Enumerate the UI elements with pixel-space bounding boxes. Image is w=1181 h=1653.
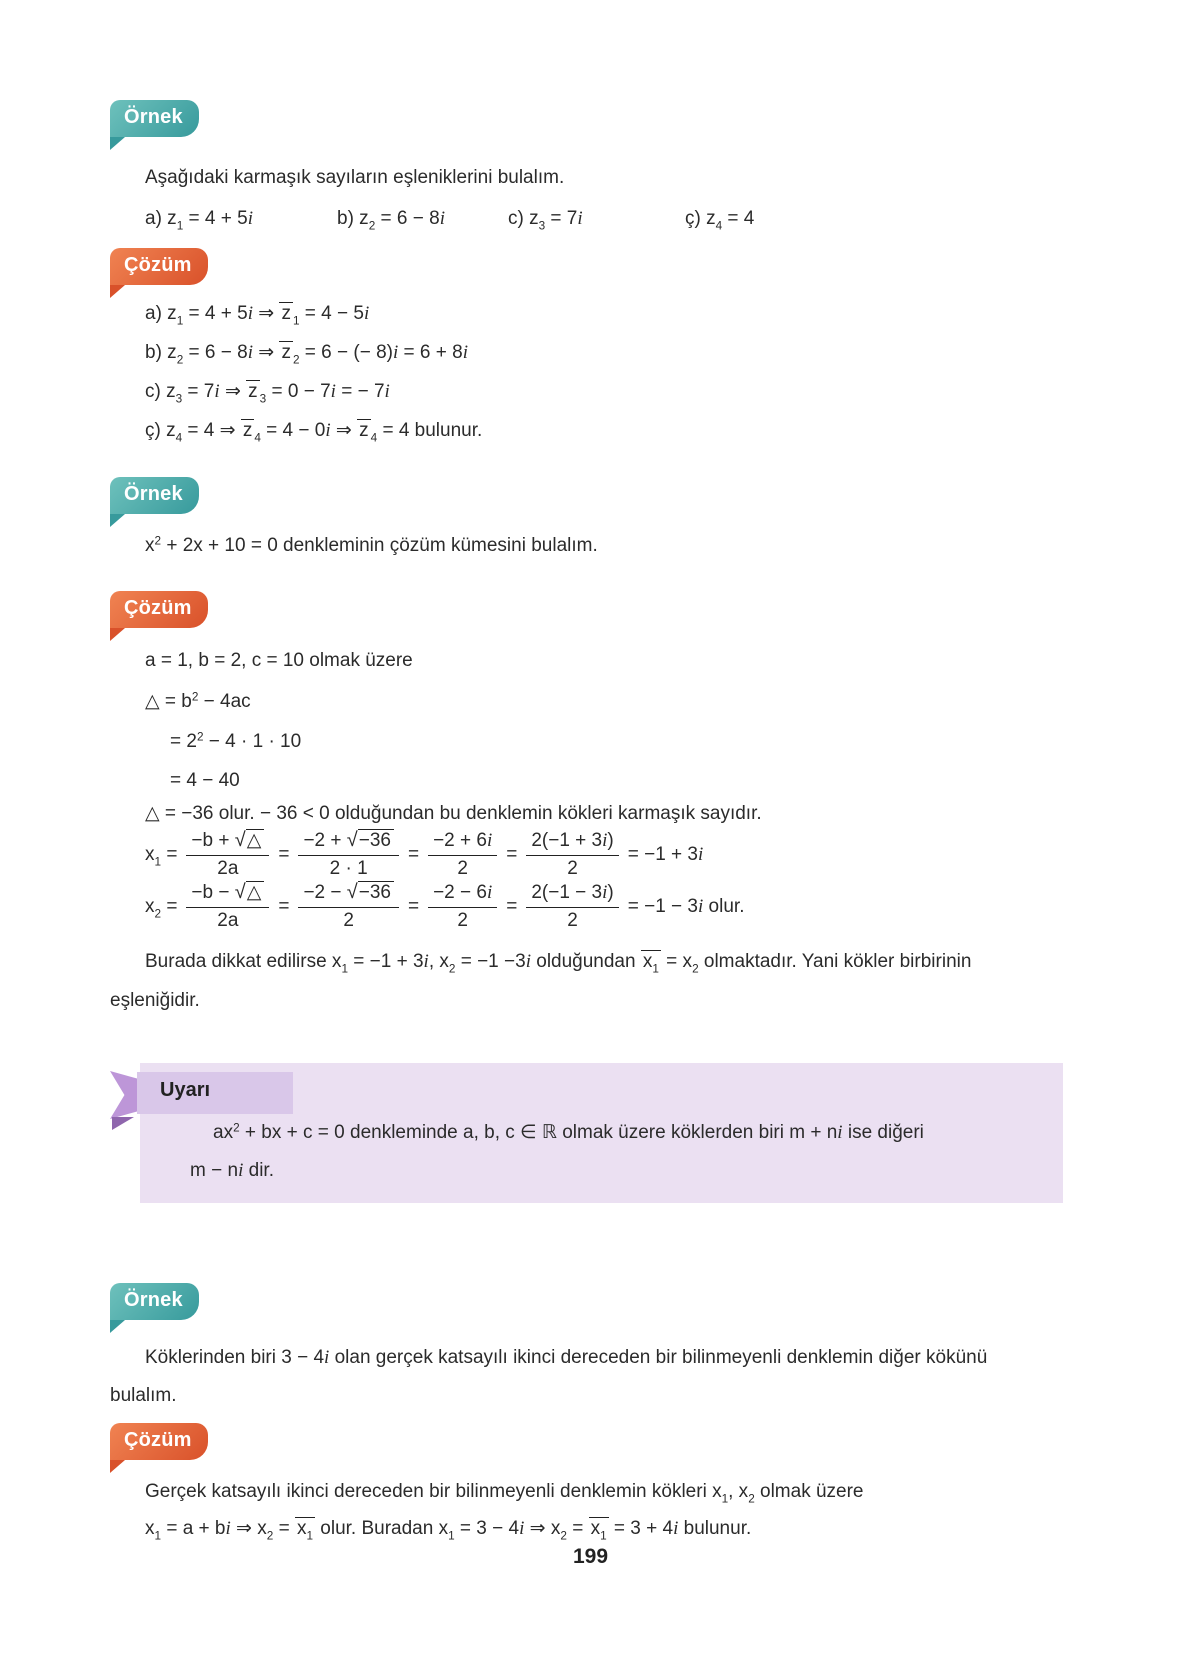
fraction: $\frac{-2 + √-36}{2 \cdot 1}$ [298, 828, 399, 882]
solution3-line2: $x_1 = a$ + bi ⇒ $x_2 = x_1$ olur. Buradan $x_1 = 3 - 4i$ ⇒ $x_2 = x_1 = 3 + 4i$ bulunur. [145, 1518, 752, 1543]
fraction: $\frac{-2 + 6i}{2}$ [428, 829, 497, 881]
fraction: $\frac{-b + √\triangle}{2a}$ [186, 828, 269, 882]
equation-text: = [407, 896, 420, 917]
example-badge: Örnek [110, 477, 199, 514]
equation-text: = −1 − 3i olur. [627, 896, 745, 917]
warning-line2: m − ni dir. [190, 1160, 274, 1181]
example1-item-cc: ç) $z_4 = 4$ [685, 208, 755, 233]
example-badge: Örnek [110, 1283, 199, 1320]
example-badge: Örnek [110, 100, 199, 137]
solution2-step3: = 4 − 40 [170, 770, 240, 791]
example3-line1: Köklerinden biri 3 − 4i olan gerçek katsayılı ikinci dereceden bir bilinmeyenli denklemin diğer kökünü [145, 1347, 988, 1368]
equation-text: $x_1$ = [145, 844, 178, 869]
example2-prompt: $x^2 + 2x + 10 = 0$ denkleminin çözüm kümesini bulalım. [145, 534, 598, 556]
solution2-discriminant-result: △ = −36 olur. − 36 < 0 olduğundan bu denklemin kökleri karmaşık sayıdır. [145, 803, 762, 824]
warning-line1: $ax^2$ + bx + c = 0 denkleminde a, b, c ∈ ℝ olmak üzere köklerden biri m + ni ise diğeri [213, 1121, 924, 1143]
example1-item-b: b) $z_2 = 6 - 8i$ [337, 208, 445, 233]
example3-line2: bulalım. [110, 1385, 177, 1406]
solution1-line-a: a) $z_1 = 4 + 5i$ ⇒ z $_1$ = 4 − 5i [145, 303, 370, 328]
solution2-discriminant: △ = $b^2 - 4ac$ [145, 690, 251, 712]
solution2-x1-equation [145, 830, 703, 880]
solution2-step2: = $2^2 - 4 \cdot 1 \cdot 10$ [170, 730, 302, 752]
solution2-remark-line1: Burada dikkat edilirse $x_1 = -1 + 3i$, $x_2 = -1 -3i$ olduğundan $x_1 = x_2$ olmaktadır. Yani kökler birbirinin [145, 951, 972, 976]
fraction: $\frac{-b - √\triangle}{2a}$ [186, 880, 269, 934]
solution-badge: Çözüm [110, 1423, 208, 1460]
example1-item-c: c) $z_3 = 7i$ [508, 208, 583, 233]
example1-item-a: a) $z_1 = 4 + 5i$ [145, 208, 253, 233]
example1-prompt: Aşağıdaki karmaşık sayıların eşleniklerini bulalım. [145, 167, 565, 188]
warning-ribbon-fold [112, 1117, 134, 1130]
equation-text: = [278, 844, 290, 865]
solution-badge: Çözüm [110, 591, 208, 628]
warning-title: Uyarı [160, 1079, 211, 1101]
fraction: $\frac{-2 - 6i}{2}$ [428, 881, 497, 933]
equation-text: = [407, 844, 420, 865]
fraction: $\frac{-2 - √-36}{2}$ [298, 880, 399, 934]
solution1-line-c: c) $z_3 = 7i$ ⇒ z $_3$ = 0 − 7i = − 7i [145, 381, 390, 406]
solution1-line-cc: ç) $z_4 = 4$ ⇒ z $_4$ = 4 − 0i ⇒ z $_4$ = 4 bulunur. [145, 420, 483, 445]
solution2-line-abc: a = 1, b = 2, c = 10 olmak üzere [145, 650, 413, 671]
solution3-line1: Gerçek katsayılı ikinci dereceden bir bilinmeyenli denklemin kökleri $x_1$, $x_2$ olmak üzere [145, 1481, 864, 1506]
equation-text: = [278, 896, 290, 917]
equation-text: = [506, 844, 518, 865]
solution-badge: Çözüm [110, 248, 208, 285]
solution2-x2-equation [145, 882, 744, 932]
fraction: $\frac{2(-1 - 3i)}{2}$ [526, 881, 618, 933]
page-number: 199 [572, 1545, 609, 1568]
solution2-remark-line2: eşleniğidir. [110, 990, 200, 1011]
equation-text: = −1 + 3i [627, 844, 704, 865]
fraction: $\frac{2(-1 + 3i)}{2}$ [526, 829, 618, 881]
solution1-line-b: b) $z_2 = 6 - 8i$ ⇒ z $_2$ = 6 − (− 8)i = 6 + 8i [145, 342, 468, 367]
equation-text: = [506, 896, 518, 917]
equation-text: $x_2$ = [145, 896, 178, 921]
